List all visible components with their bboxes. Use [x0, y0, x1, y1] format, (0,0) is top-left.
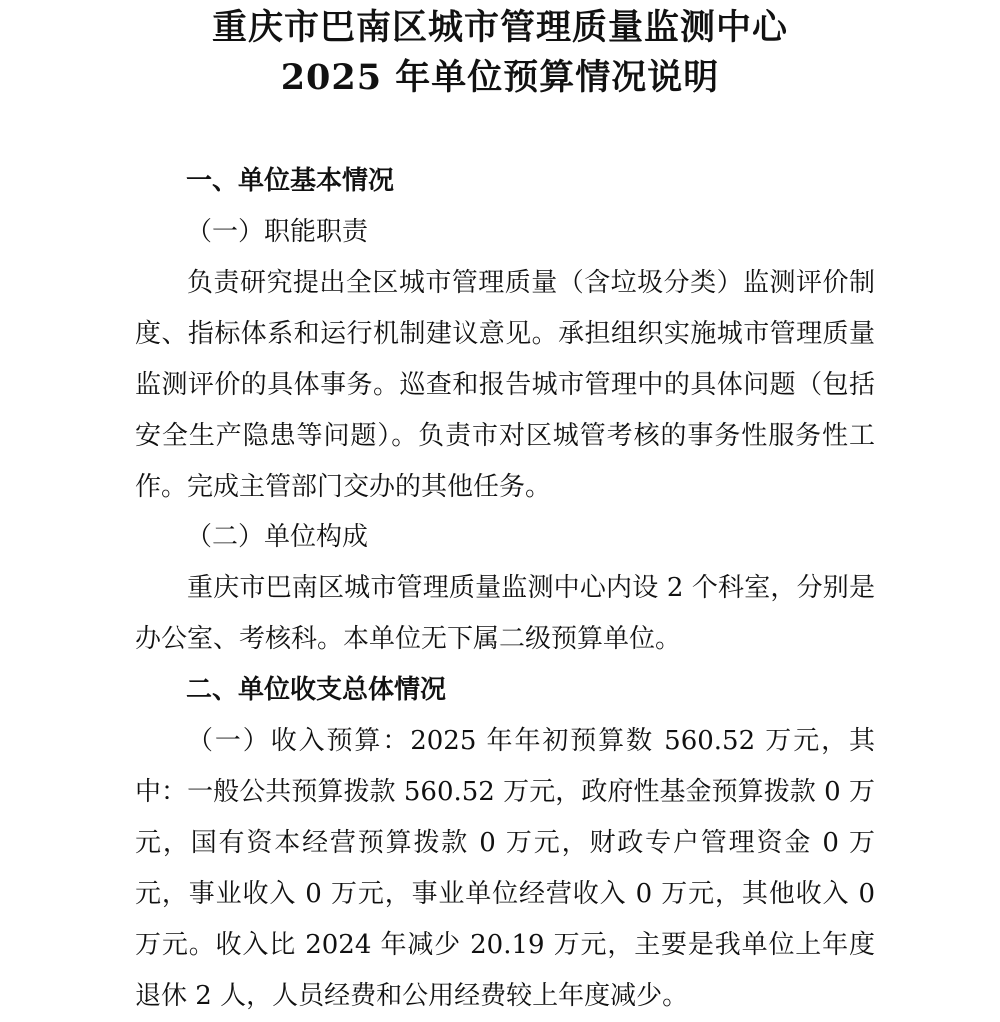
section-2-sub-1-paragraph: （一）收入预算：2025 年年初预算数 560.52 万元，其中：一般公共预算拨款 560.52 万元，政府性基金预算拨款 0 万元，国有资本经营预算拨款 0 万元，财政专户管理资金 0 万元，事业收入 0 万元，事业单位经营收入 0 万元，其他收入 0 万元。收入比 2024 年减少 20.19 万元，主要是我单位上年度退休 2 人，人员经费和公用经费较上年度减少。 [135, 726, 875, 1011]
section-1-sub-2-paragraph: 重庆市巴南区城市管理质量监测中心内设 2 个科室，分别是办公室、考核科。本单位无下属二级预算单位。 [135, 573, 875, 654]
section-1-heading: 一、单位基本情况 [186, 166, 395, 196]
section-1-sub-2-heading: （二）单位构成 [186, 522, 369, 552]
section-1-sub-1-paragraph: 负责研究提出全区城市管理质量（含垃圾分类）监测评价制度、指标体系和运行机制建议意见。承担组织实施城市管理质量监测评价的具体事务。巡查和报告城市管理中的具体问题（包括安全生产隐患等问题）。负责市对区城管考核的事务性服务性工作。完成主管部门交办的其他任务。 [135, 268, 875, 502]
section-1-sub-1-heading: （一）职能职责 [186, 217, 369, 247]
section-2-heading: 二、单位收支总体情况 [186, 675, 447, 705]
document-title-line-1: 重庆市巴南区城市管理质量监测中心 [211, 7, 788, 48]
document-title-line-2: 2025 年单位预算情况说明 [280, 57, 720, 98]
